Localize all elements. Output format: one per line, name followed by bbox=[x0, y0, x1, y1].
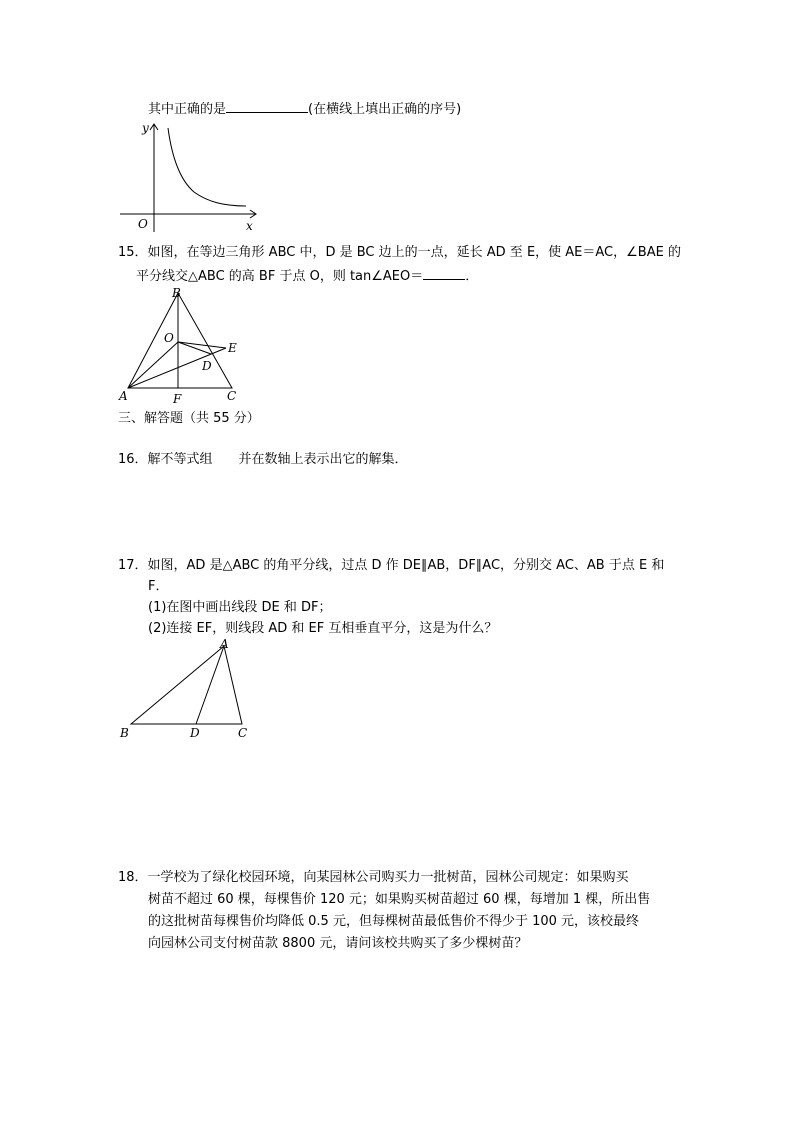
q16-line bbox=[118, 450, 408, 470]
q17-part1: (1)在图中画出线段 DE 和 DF； bbox=[148, 600, 332, 615]
q15-figure bbox=[116, 284, 256, 406]
q14-answer-line bbox=[148, 98, 461, 120]
q14-curve bbox=[168, 128, 246, 206]
q17-label-b: B bbox=[120, 726, 129, 740]
q14-x-label: x bbox=[246, 219, 253, 233]
q17-line1: 17．如图，AD 是△ABC 的角平分线，过点 D 作 DE∥AB，DF∥AC，分别交 AC、AB 于点 E 和 bbox=[118, 558, 665, 573]
q17-label-c: C bbox=[238, 726, 248, 740]
q14-y-label: y bbox=[142, 121, 149, 135]
q17-label-a: A bbox=[220, 637, 229, 651]
label-f: F bbox=[173, 392, 182, 406]
q14-prefix: 其中正确的是 bbox=[148, 102, 227, 117]
q18-line2: 树苗不超过 60 棵，每棵售价 120 元；如果购买树苗超过 60 棵，每增加 1 棵，所出售 bbox=[148, 892, 651, 907]
q14-graph bbox=[116, 118, 266, 236]
q17-figure bbox=[116, 636, 256, 744]
triangle-abc-q17 bbox=[131, 646, 242, 724]
q18-line3: 的这批树苗每棵售价均降低 0.5 元，但每棵树苗最低售价不得少于 100 元，该校最终 bbox=[148, 914, 640, 929]
q17-part2: (2)连接 EF，则线段 AD 和 EF 互相垂直平分，这是为什么？ bbox=[148, 621, 498, 636]
q14-suffix: (在横线上填出正确的序号) bbox=[308, 102, 462, 117]
label-a: A bbox=[119, 389, 128, 403]
q15-line2-suffix: ． bbox=[465, 269, 479, 284]
q18-line1: 18．一学校为了绿化校园环境，向某园林公司购买力一批树苗，园林公司规定：如果购买 bbox=[118, 870, 629, 885]
q16-prefix: 16．解不等式组 bbox=[118, 452, 213, 467]
q17-line2: F． bbox=[148, 579, 169, 594]
label-c: C bbox=[227, 389, 237, 403]
label-e: E bbox=[228, 341, 237, 355]
q18-line4: 向园林公司支付树苗款 8800 元，请问该校共购买了多少棵树苗？ bbox=[148, 936, 528, 951]
label-d: D bbox=[202, 359, 212, 373]
q14-answer-blank[interactable] bbox=[226, 98, 308, 113]
segment-ao bbox=[128, 342, 178, 388]
q14-origin-label: O bbox=[138, 217, 148, 231]
section3-title: 三、解答题（共 55 分） bbox=[118, 411, 260, 426]
label-b: B bbox=[172, 286, 181, 300]
q16-suffix: 并在数轴上表示出它的解集． bbox=[238, 452, 408, 467]
q15-line2-prefix: 平分线交△ABC 的高 BF 于点 O，则 tan∠AEO＝ bbox=[136, 269, 424, 284]
q15-line1: 15．如图，在等边三角形 ABC 中，D 是 BC 边上的一点，延长 AD 至 E，使 AE＝AC，∠BAE 的 bbox=[118, 245, 681, 260]
q15-answer-blank[interactable] bbox=[423, 265, 465, 280]
label-o: O bbox=[164, 331, 174, 345]
q17-label-d: D bbox=[190, 726, 200, 740]
